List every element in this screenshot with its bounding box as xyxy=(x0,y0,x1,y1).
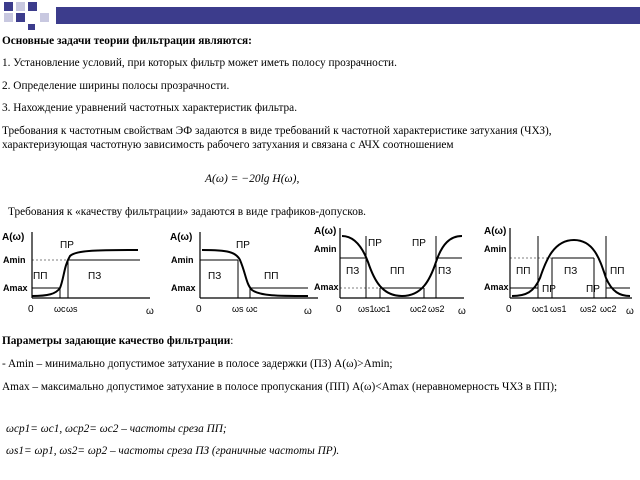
band-label: ПЗ xyxy=(208,271,222,282)
bandpass-graph xyxy=(312,222,472,322)
amin-label: Amin xyxy=(171,255,194,265)
amin-label: Amin xyxy=(3,255,26,265)
formula: A(ω) = −20lg H(ω), xyxy=(205,173,300,185)
tick-label: ωs xyxy=(66,304,78,314)
band-label: ПП xyxy=(516,266,531,277)
tick-label: ωc1 xyxy=(374,304,391,314)
param-cutoff-pz: ωs1= ωp1, ωs2= ωp2 – частоты среза ПЗ (граничные частоты ПР). xyxy=(6,445,340,457)
amax-label: Amax xyxy=(3,283,28,293)
y-axis-label: A(ω) xyxy=(314,226,337,237)
tick-label: ωc2 xyxy=(410,304,427,314)
title-bar xyxy=(56,7,640,24)
origin-label: 0 xyxy=(28,304,34,315)
amax-label: Amax xyxy=(314,282,339,292)
tick-label: ωs2 xyxy=(580,304,597,314)
transition-label: ПР xyxy=(586,284,600,295)
deco-square xyxy=(28,2,37,11)
params-colon: : xyxy=(230,335,234,347)
tick-label: ωc1 xyxy=(532,304,549,314)
task-3: 3. Нахождение уравнений частотных характеристик фильтра. xyxy=(2,102,298,114)
tick-label: ωs1 xyxy=(358,304,375,314)
band-label: ПЗ xyxy=(438,266,452,277)
band-label: ПЗ xyxy=(564,266,578,277)
tick-label: ωs xyxy=(232,304,244,314)
param-amax: Amax – максимально допустимое затухание в полосе пропускания (ПП) A(ω)<Amax (неравномерность ЧХЗ в ПП); xyxy=(2,381,558,393)
slide-decoration xyxy=(0,0,640,30)
task-2: 2. Определение ширины полосы прозрачности. xyxy=(2,80,230,92)
y-axis-label: A(ω) xyxy=(484,226,507,237)
tick-label: ωc2 xyxy=(600,304,617,314)
deco-square xyxy=(16,13,25,22)
deco-square xyxy=(16,2,25,11)
band-label: ПЗ xyxy=(346,266,360,277)
tick-label: ωc xyxy=(246,304,258,314)
transition-label: ПР xyxy=(236,240,250,251)
deco-square xyxy=(28,24,35,30)
band-label: ПЗ xyxy=(88,271,102,282)
amin-label: Amin xyxy=(314,244,337,254)
bandstop-graph xyxy=(482,222,640,322)
band-label: ПП xyxy=(264,271,279,282)
tick-label: ωs2 xyxy=(428,304,445,314)
transition-label: ПР xyxy=(542,284,556,295)
amax-label: Amax xyxy=(171,283,196,293)
amax-label: Amax xyxy=(484,282,509,292)
requirements-text: Требования к частотным свойствам ЭФ задаются в виде требований к частотной характеристике затухания (ЧХЗ), характеризующая частотную зависимость рабочего затухания и связана с АЧХ соотношением xyxy=(2,125,552,151)
origin-label: 0 xyxy=(336,304,342,315)
amin-label: Amin xyxy=(484,244,507,254)
x-axis-label: ω xyxy=(146,306,154,317)
x-axis-label: ω xyxy=(458,306,466,317)
transition-label: ПР xyxy=(368,238,382,249)
params-heading: Параметры задающие качество фильтрации xyxy=(2,335,231,347)
param-cutoff-pp: ωcp1= ωc1, ωcp2= ωc2 – частоты среза ПП; xyxy=(6,423,227,435)
band-label: ПП xyxy=(33,271,48,282)
band-label: ПП xyxy=(390,266,405,277)
graphs-intro: Требования к «качеству фильтрации» задаются в виде графиков-допусков. xyxy=(8,206,367,218)
highpass-graph xyxy=(168,226,328,322)
x-axis-label: ω xyxy=(626,306,634,317)
transition-label: ПР xyxy=(60,240,74,251)
x-axis-label: ω xyxy=(304,306,312,317)
origin-label: 0 xyxy=(196,304,202,315)
param-amin: - Amin – минимально допустимое затухание в полосе задержки (ПЗ) A(ω)>Amin; xyxy=(2,358,393,370)
tick-label: ωc xyxy=(54,304,66,314)
deco-square xyxy=(4,2,13,11)
origin-label: 0 xyxy=(506,304,512,315)
params-heading-line xyxy=(2,334,233,348)
task-1: 1. Установление условий, при которых фильтр может иметь полосу прозрачности. xyxy=(2,57,397,69)
deco-square xyxy=(4,13,13,22)
transition-label: ПР xyxy=(412,238,426,249)
tick-label: ωs1 xyxy=(550,304,567,314)
deco-square xyxy=(40,13,49,22)
y-axis-label: A(ω) xyxy=(2,232,25,243)
band-label: ПП xyxy=(610,266,625,277)
heading: Основные задачи теории фильтрации являются: xyxy=(2,35,252,47)
lowpass-graph xyxy=(0,226,160,322)
y-axis-label: A(ω) xyxy=(170,232,193,243)
